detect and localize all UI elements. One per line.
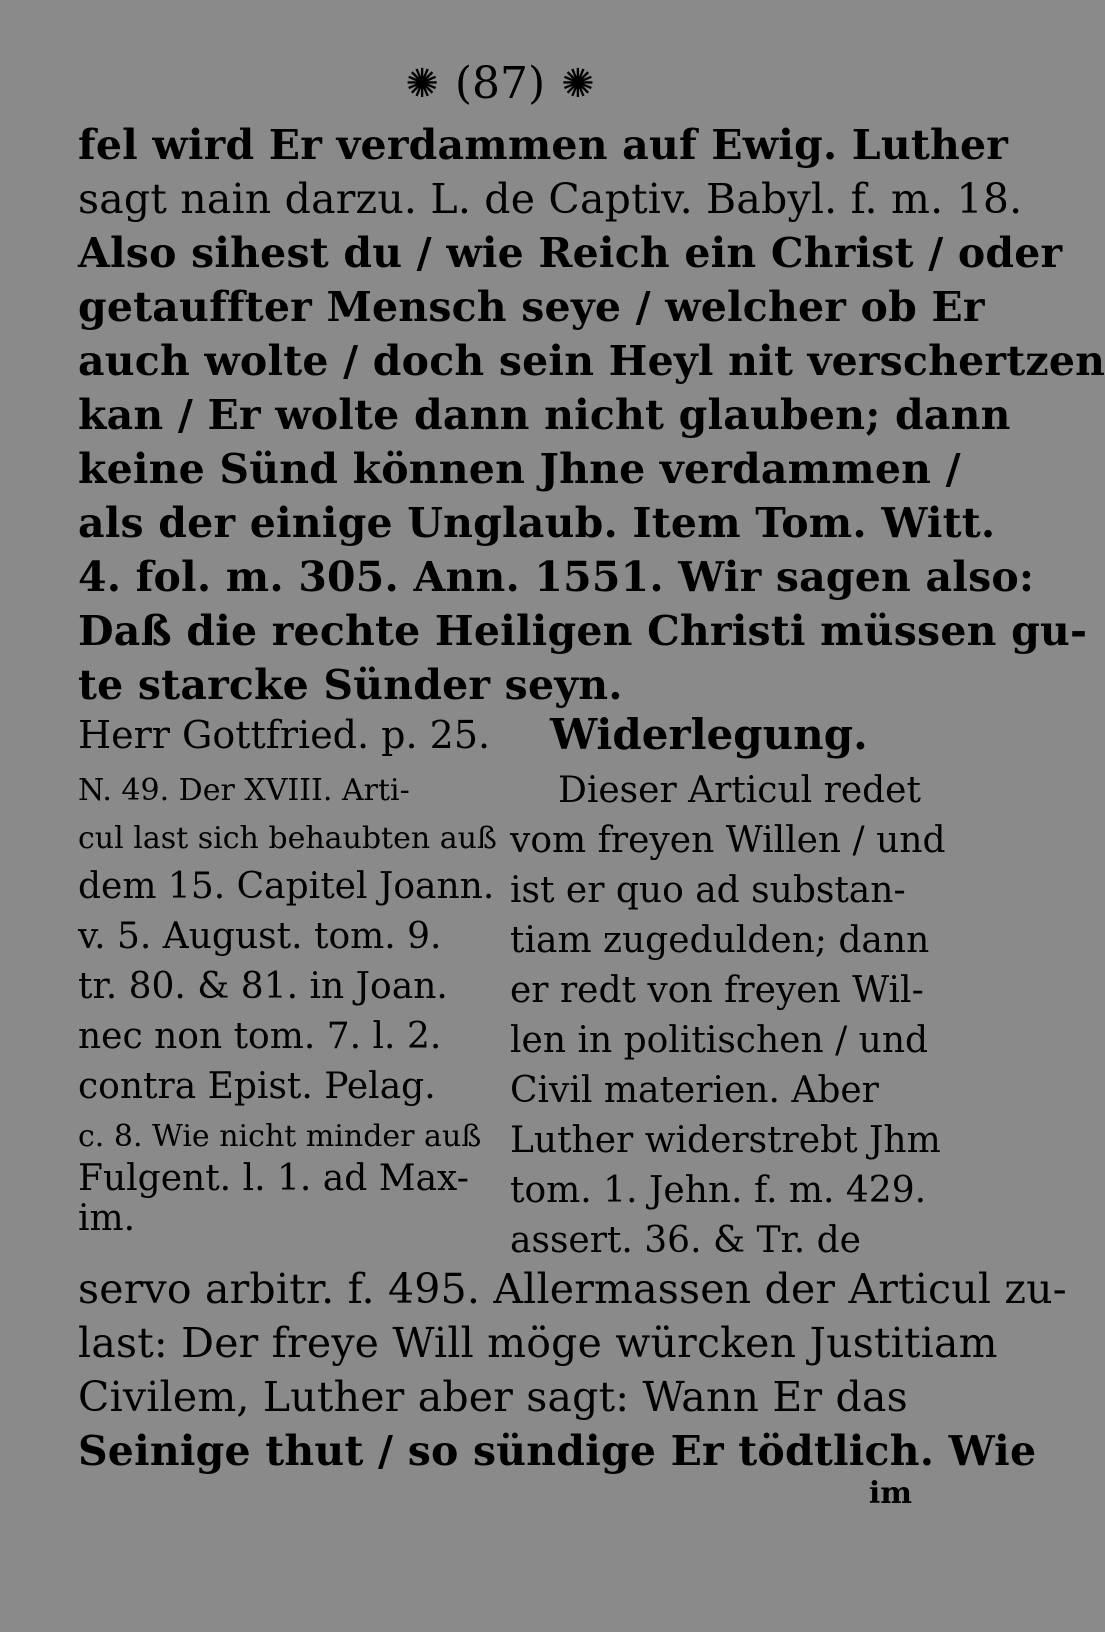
right-column-line: len in politischen / und — [510, 1020, 929, 1061]
text-line: als der einige Unglaub. Item Tom. Witt. — [78, 499, 996, 547]
ornament-left-icon: ✺ — [405, 60, 439, 107]
left-column — [78, 710, 497, 1239]
text-line: kan / Er wolte dann nicht glauben; dann — [78, 391, 1011, 439]
left-column-line: Fulgent. l. 1. ad Max- — [78, 1158, 469, 1199]
left-column-line: nec non tom. 7. l. 2. — [78, 1016, 442, 1057]
left-column-heading: Herr Gottfried. p. 25. — [78, 713, 491, 757]
text-line: te starcke Sünder seyn. — [78, 661, 623, 709]
left-column-line: c. 8. Wie nicht minder auß — [78, 1119, 482, 1154]
left-column-line: N. 49. Der XVIII. Arti- — [78, 773, 410, 808]
right-column-line: er redt von freyen Wil- — [510, 970, 924, 1011]
text-line: getauffter Mensch seye / welcher ob Er — [78, 283, 985, 331]
text-line: keine Sünd können Jhne verdammen / — [78, 445, 961, 493]
text-line: sagt nain darzu. L. de Captiv. Babyl. f. m. 18. — [78, 175, 1023, 223]
right-column-line: vom freyen Willen / und — [510, 820, 946, 861]
right-column-line: tiam zugedulden; dann — [510, 920, 930, 961]
left-column-line: dem 15. Capitel Joann. — [78, 866, 495, 907]
right-column-line: ist er quo ad substan- — [510, 870, 906, 911]
left-column-line: im. — [78, 1198, 136, 1239]
right-column-line: Luther widerstrebt Jhm — [510, 1120, 941, 1161]
right-column — [510, 710, 946, 1261]
left-column-line: cul last sich behaubten auß — [78, 821, 497, 856]
text-line: fel wird Er verdammen auf Ewig. Luther — [78, 121, 1009, 169]
catchword: im — [868, 1476, 912, 1511]
right-column-line: Civil materien. Aber — [510, 1070, 879, 1111]
text-line: 4. fol. m. 305. Ann. 1551. Wir sagen also: — [78, 553, 1035, 601]
text-line: Civilem, Luther aber sagt: Wann Er das — [78, 1373, 908, 1421]
right-column-line: Dieser Articul redet — [558, 770, 921, 811]
text-line: last: Der freye Will möge würcken Justitiam — [78, 1319, 998, 1367]
page-header — [0, 58, 1000, 109]
text-line: Seinige thut / so sündige Er tödtlich. Wie — [78, 1427, 1037, 1475]
right-column-line: assert. 36. & Tr. de — [510, 1220, 861, 1261]
left-column-line: v. 5. August. tom. 9. — [78, 916, 442, 957]
text-line: Daß die rechte Heiligen Christi müssen gu- — [78, 607, 1088, 655]
text-line: auch wolte / doch sein Heyl nit verschertzen — [78, 337, 1105, 385]
text-line: Also sihest du / wie Reich ein Christ / oder — [78, 229, 1063, 277]
left-column-line: contra Epist. Pelag. — [78, 1066, 436, 1107]
right-column-heading: Widerlegung. — [550, 710, 868, 759]
ornament-right-icon: ✺ — [561, 60, 595, 107]
text-line: servo arbitr. f. 495. Allermassen der Articul zu- — [78, 1265, 1067, 1313]
right-column-line: tom. 1. Jehn. f. m. 429. — [510, 1170, 927, 1211]
page-number: (87) — [454, 58, 546, 109]
left-column-line: tr. 80. & 81. in Joan. — [78, 966, 448, 1007]
